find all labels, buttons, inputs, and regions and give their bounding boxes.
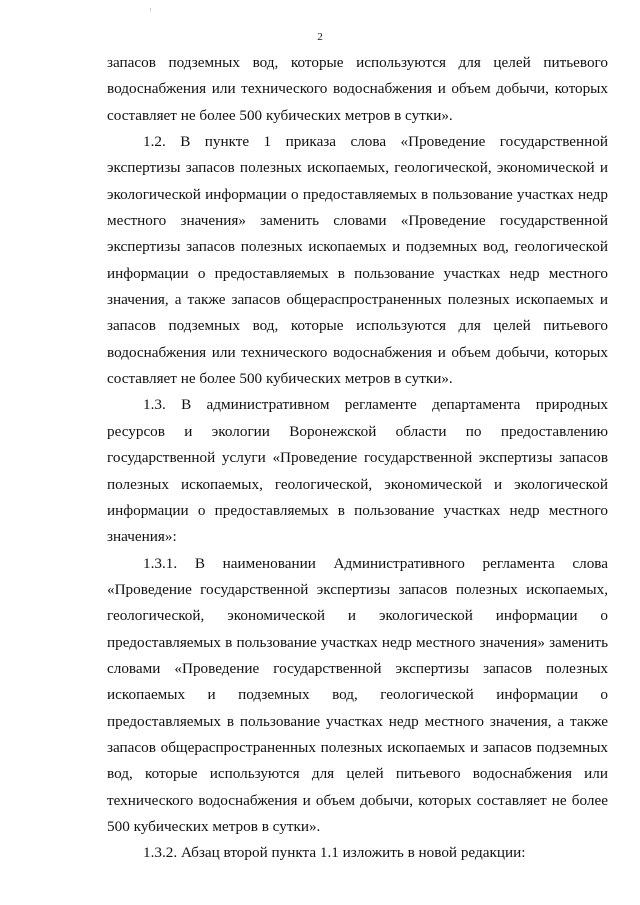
paragraph-1-2: 1.2. В пункте 1 приказа слова «Проведение государственной экспертизы запасов полезных ископаемых, геологической, экономической и экологической информации о предоставляемых в пользование участках недр местного значения» заменить словами «Проведение государственной экспертизы запасов полезных ископаемых и подземных вод, геологической информации о предоставляемых в пользование участках недр местного значения, а также запасов общераспространенных полезных ископаемых и запасов подземных вод, которые используются для целей питьевого водоснабжения или технического водоснабжения и объем добычи, которых составляет не более 500 кубических метров в сутки». <box>107 133 608 388</box>
document-body <box>107 50 608 867</box>
paragraph-1-3-2: 1.3.2. Абзац второй пункта 1.1 изложить в новой редакции: <box>143 844 526 862</box>
paragraph-continuation: запасов подземных вод, которые используются для целей питьевого водоснабжения или технического водоснабжения и объем добычи, которых составляет не более 500 кубических метров в сутки». <box>107 54 608 124</box>
page-number: 2 <box>317 31 323 43</box>
paragraph-1-3: 1.3. В административном регламенте департамента природных ресурсов и экологии Воронежской области по предоставлению государственной услуги «Проведение государственной экспертизы запасов полезных ископаемых, геологической, экономической и экологической информации о предоставляемых в пользование участках недр местного значения»: <box>107 396 608 546</box>
scan-artifact <box>150 8 151 11</box>
paragraph-1-3-1: 1.3.1. В наименовании Административного регламента слова «Проведение государственной экспертизы запасов полезных ископаемых, геологической, экономической и экологической информации о предоставляемых в пользование участках недр местного значения» заменить словами «Проведение государственной экспертизы запасов полезных ископаемых и подземных вод, геологической информации о предоставляемых в пользование участках недр местного значения, а также запасов общераспространенных полезных ископаемых и запасов подземных вод, которые используются для целей питьевого водоснабжения или технического водоснабжения и объем добычи, которых составляет не более 500 кубических метров в сутки». <box>107 554 608 835</box>
